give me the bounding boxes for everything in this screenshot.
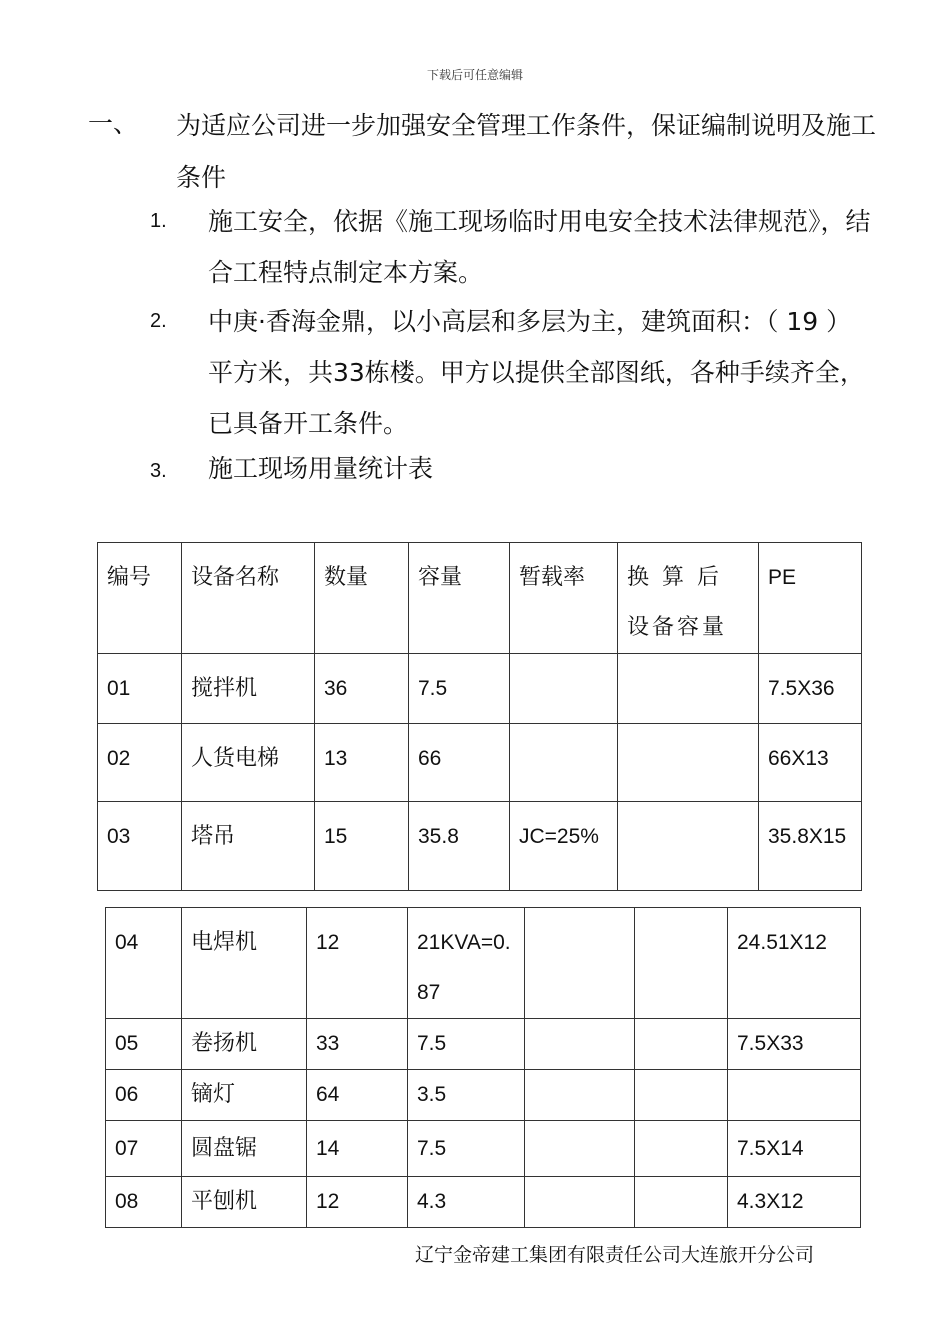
table-cell: 平刨机 [182, 1177, 307, 1228]
table-cell: 电焊机 [182, 908, 307, 1019]
table-cell [635, 1019, 728, 1070]
table-cell [525, 1070, 635, 1121]
table-cell [510, 724, 618, 802]
item-text-3: 施工现场用量统计表 [208, 454, 434, 483]
table-cell: 06 [106, 1070, 182, 1121]
table-cell [525, 1019, 635, 1070]
item-number-2: 2. [150, 310, 167, 332]
table-cell: 08 [106, 1177, 182, 1228]
table-cell: 35.8X15 [759, 802, 862, 891]
section-number: 一、 [88, 109, 139, 138]
table-cell: 66 [409, 724, 510, 802]
table-cell: 35.8 [409, 802, 510, 891]
table-row [106, 1019, 861, 1070]
table-cell [635, 1177, 728, 1228]
table-cell: 13 [315, 724, 409, 802]
header-note: 下载后可任意编辑 [426, 68, 523, 82]
table-cell [525, 908, 635, 1019]
table-cell: 镝灯 [182, 1070, 307, 1121]
table-cell: 12 [307, 908, 408, 1019]
item-text-2: 中庚·香海金鼎，以小高层和多层为主，建筑面积：（ 19 ）平方米，共33栋楼。甲方以提供全部图纸，各种手续齐全，已具备开工条件。 [208, 307, 865, 438]
table-cell [635, 1070, 728, 1121]
equipment-table-2 [105, 907, 861, 1228]
header-cell: 暂载率 [510, 543, 618, 654]
equipment-table-1 [97, 542, 862, 891]
table-cell [618, 802, 759, 891]
item-number-1: 1. [150, 210, 167, 232]
table-cell [635, 1121, 728, 1177]
table-row [106, 1070, 861, 1121]
table-cell: 3.5 [408, 1070, 525, 1121]
company-footer: 辽宁金帝建工集团有限责任公司大连旅开分公司 [415, 1244, 815, 1266]
table-cell [525, 1177, 635, 1228]
table-cell: 66X13 [759, 724, 862, 802]
table-cell [635, 908, 728, 1019]
header-cell: 换 算 后 设备容量 [618, 543, 759, 654]
table-row [98, 724, 862, 802]
header-cell: 容量 [409, 543, 510, 654]
table-cell: 12 [307, 1177, 408, 1228]
table-cell: 05 [106, 1019, 182, 1070]
table-cell [618, 724, 759, 802]
table-cell [618, 654, 759, 724]
item-number-3: 3. [150, 460, 167, 482]
table-cell: 14 [307, 1121, 408, 1177]
table-cell: 33 [307, 1019, 408, 1070]
table-cell: 15 [315, 802, 409, 891]
table-row [106, 908, 861, 1019]
table-cell: 7.5 [408, 1019, 525, 1070]
table-cell [525, 1121, 635, 1177]
table-cell: 7.5X36 [759, 654, 862, 724]
table-cell: 03 [98, 802, 182, 891]
table-cell: 圆盘锯 [182, 1121, 307, 1177]
table-row [98, 802, 862, 891]
table-cell: 搅拌机 [182, 654, 315, 724]
table-cell: 7.5X14 [728, 1121, 861, 1177]
table-cell: 01 [98, 654, 182, 724]
table-cell: 7.5X33 [728, 1019, 861, 1070]
table-row [106, 1177, 861, 1228]
table-cell: 人货电梯 [182, 724, 315, 802]
table-row [98, 654, 862, 724]
header-cell: 数量 [315, 543, 409, 654]
header-cell: 设备名称 [182, 543, 315, 654]
table-cell [728, 1070, 861, 1121]
item-text-1: 施工安全，依据《施工现场临时用电安全技术法律规范》，结合工程特点制定本方案。 [208, 207, 871, 287]
table-cell: 7.5 [408, 1121, 525, 1177]
table-cell: JC=25% [510, 802, 618, 891]
table-cell [510, 654, 618, 724]
table-cell: 卷扬机 [182, 1019, 307, 1070]
table-cell: 24.51X12 [728, 908, 861, 1019]
table-cell: 07 [106, 1121, 182, 1177]
table-header-row [98, 543, 862, 654]
table-row [106, 1121, 861, 1177]
table-cell: 64 [307, 1070, 408, 1121]
table-cell: 4.3 [408, 1177, 525, 1228]
section-title: 为适应公司进一步加强安全管理工作条件，保证编制说明及施工条件 [176, 111, 877, 192]
header-cell: PE [759, 543, 862, 654]
table-cell: 04 [106, 908, 182, 1019]
table-cell: 塔吊 [182, 802, 315, 891]
table-cell: 7.5 [409, 654, 510, 724]
table-cell: 21KVA=0.87 [408, 908, 525, 1019]
table-cell: 36 [315, 654, 409, 724]
table-cell: 02 [98, 724, 182, 802]
header-cell: 编号 [98, 543, 182, 654]
table-cell: 4.3X12 [728, 1177, 861, 1228]
